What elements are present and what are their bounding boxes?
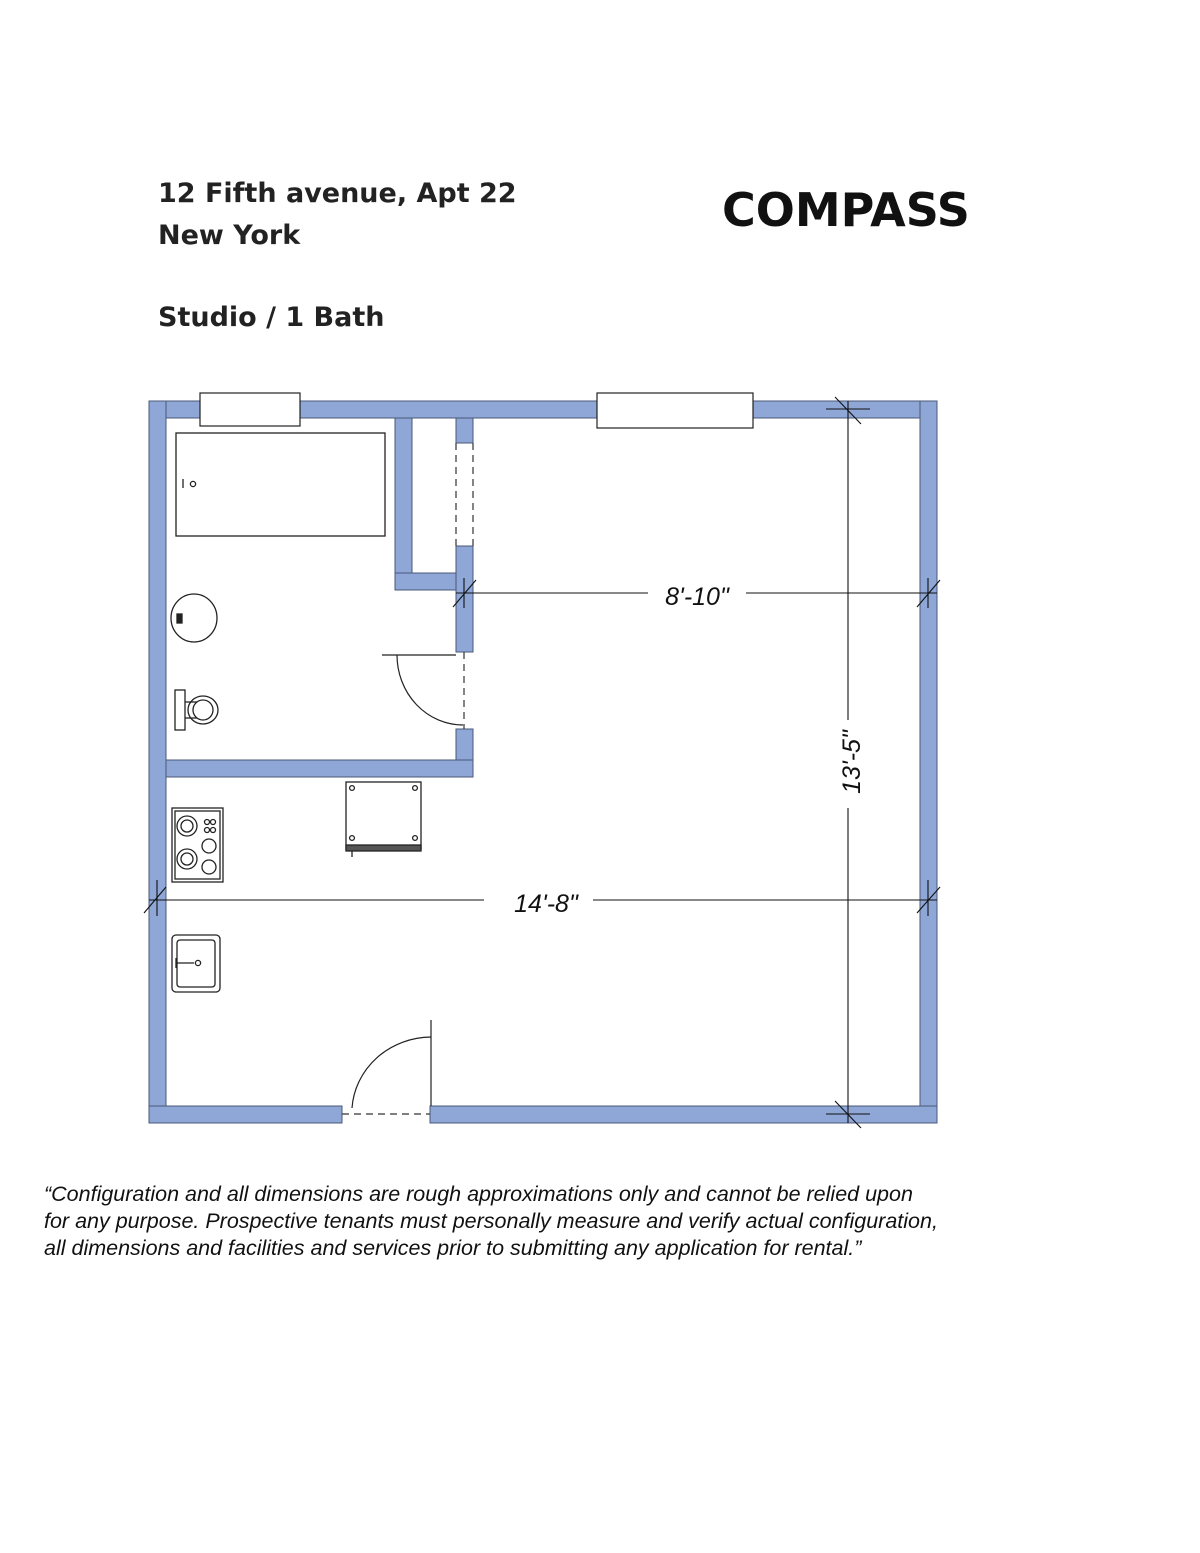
- unit-type: Studio / 1 Bath: [158, 302, 385, 333]
- refrigerator: [346, 782, 421, 857]
- disclaimer: [44, 1181, 1074, 1262]
- bathroom-door: [382, 655, 463, 725]
- disclaimer-line: all dimensions and facilities and services prior to submitting any application for rental.”: [44, 1236, 862, 1260]
- toilet: [175, 690, 218, 730]
- disclaimer-line: for any purpose. Prospective tenants must personally measure and verify actual configuration,: [44, 1209, 938, 1233]
- wall-left: [149, 401, 166, 1123]
- compass-logo: COMPASS: [722, 183, 970, 237]
- partition-vertical-top: [456, 418, 473, 443]
- window-left: [200, 393, 300, 426]
- bathtub: [176, 433, 385, 536]
- window-center: [597, 393, 753, 428]
- partition-vertical-low: [456, 729, 473, 760]
- closet-wall-vertical: [395, 418, 412, 590]
- address-line-2: New York: [158, 220, 301, 251]
- interior-walls: [166, 418, 473, 777]
- kitchen-sink: [172, 935, 220, 992]
- bath-sink: [171, 594, 217, 642]
- dimension-bath-to-wall: 8'-10": [665, 583, 729, 611]
- dimension-overall-width: 14'-8": [514, 890, 578, 918]
- address-line-1: 12 Fifth avenue, Apt 22: [158, 178, 517, 209]
- wall-bottom-left: [149, 1106, 342, 1123]
- entry-door: [352, 1020, 431, 1108]
- disclaimer-line: “Configuration and all dimensions are rough approximations only and cannot be relied upon: [44, 1182, 913, 1206]
- wall-right: [920, 401, 937, 1123]
- stove: [172, 808, 223, 882]
- dimension-overall-depth: 13'-5": [838, 730, 866, 794]
- closet-wall-horizontal: [395, 573, 456, 590]
- bath-wall-bottom: [166, 760, 473, 777]
